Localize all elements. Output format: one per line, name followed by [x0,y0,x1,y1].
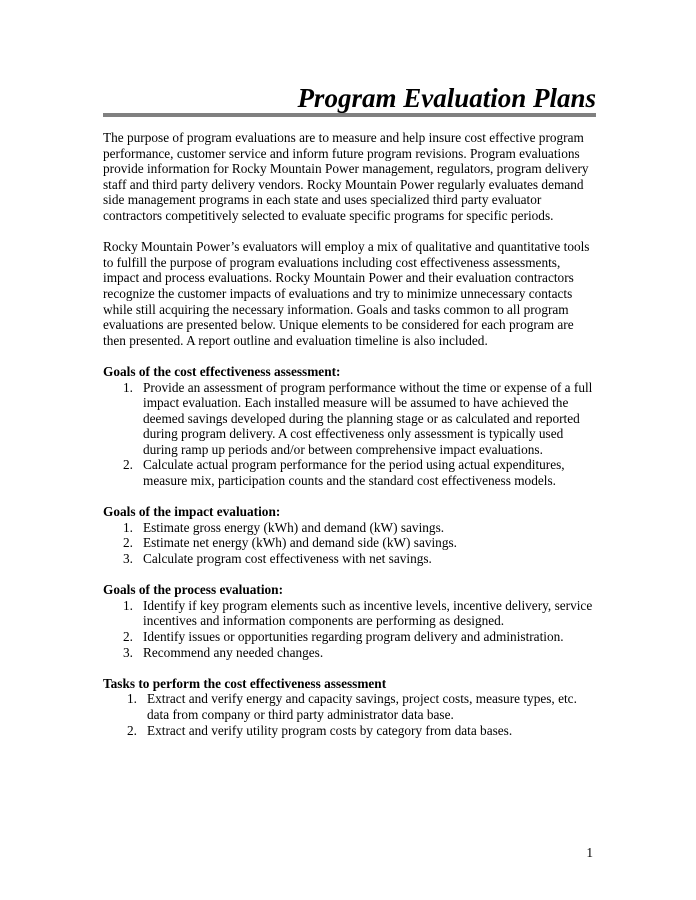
list-number: 2. [123,535,133,551]
list-number: 1. [127,691,137,707]
list-number: 2. [123,457,133,473]
section-heading: Goals of the impact evaluation: [103,504,281,520]
list-item [127,691,596,722]
list-item [123,551,596,567]
list-item [123,457,596,488]
list-item-text: Calculate actual program performance for the period using actual expenditures, measure mix, participation counts and the standard cost effectiveness models. [143,457,565,489]
list-item [127,723,596,739]
section-heading: Goals of the cost effectiveness assessment: [103,363,341,379]
numbered-list [123,380,596,489]
numbered-list [123,598,596,660]
list-number: 2. [123,629,133,644]
impact-evaluation-goals-section [103,504,596,566]
numbered-list [127,691,596,738]
section-heading: Tasks to perform the cost effectiveness assessment [103,675,387,691]
evaluators-paragraph: Rocky Mountain Power’s evaluators will employ a mix of qualitative and quantitative tools to fulfill the purpose of program evaluations including cost effectiveness assessments, impact and process evaluations. Rocky Mountain Power and their evaluation contractors recognize the customer impacts of evaluations and try to minimize unnecessary contacts while still acquiring the necessary information. Goals and tasks common to all program evaluations are presented below. Unique elements to be considered for each program are then presented. A report outline and evaluation timeline is also included. [103,239,590,348]
list-item [123,598,596,629]
list-number: 3. [123,551,133,567]
list-item-text: Calculate program cost effectiveness with net savings. [143,551,432,567]
list-item-text: Provide an assessment of program performance without the time or expense of a full impact evaluation. Each installed measure will be assumed to have achieved the deemed savings developed during the planning stage or as calculated and reported during program delivery. A cost effectiveness only assessment is typically used during ramp up periods and/or between comprehensive impact evaluations. [143,379,593,457]
page-title: Program Evaluation Plans [297,83,596,113]
list-item-text: Estimate net energy (kWh) and demand side (kW) savings. [143,535,457,551]
numbered-list [123,520,596,567]
list-item-text: Extract and verify utility program costs by category from data bases. [147,722,513,738]
list-item [123,629,596,645]
process-evaluation-goals-section [103,582,596,660]
list-item [123,520,596,536]
list-item [123,535,596,551]
list-item-text: Identify if key program elements such as incentive levels, incentive delivery, service incentives and information components are performing as designed. [143,597,593,629]
page-number: 1 [586,845,593,860]
list-item [123,380,596,458]
list-item-text: Identify issues or opportunities regarding program delivery and administration. [143,629,564,644]
list-number: 1. [123,379,133,395]
document-body [103,130,596,738]
title-rule [103,113,596,117]
cost-effectiveness-goals-section [103,364,596,489]
list-number: 3. [123,644,133,660]
cost-effectiveness-tasks-section [103,676,596,738]
list-item-text: Estimate gross energy (kWh) and demand (kW) savings. [143,519,445,535]
intro-paragraph: The purpose of program evaluations are to measure and help insure cost effective program performance, customer service and inform future program revisions. Program evaluations provide information for Rocky Mountain Power management, regulators, program delivery staff and third party delivery vendors. Rocky Mountain Power regularly evaluates demand side management programs in each state and uses specialized third party evaluator contractors competitively selected to evaluate specific programs for specific periods. [103,130,589,223]
section-heading: Goals of the process evaluation: [103,582,283,598]
list-number: 1. [123,519,133,535]
list-number: 1. [123,597,133,613]
list-item-text: Extract and verify energy and capacity savings, project costs, measure types, etc. data from company or third party administrator data base. [147,691,577,722]
list-item [123,645,596,661]
list-item-text: Recommend any needed changes. [143,644,324,660]
list-number: 2. [127,722,137,738]
